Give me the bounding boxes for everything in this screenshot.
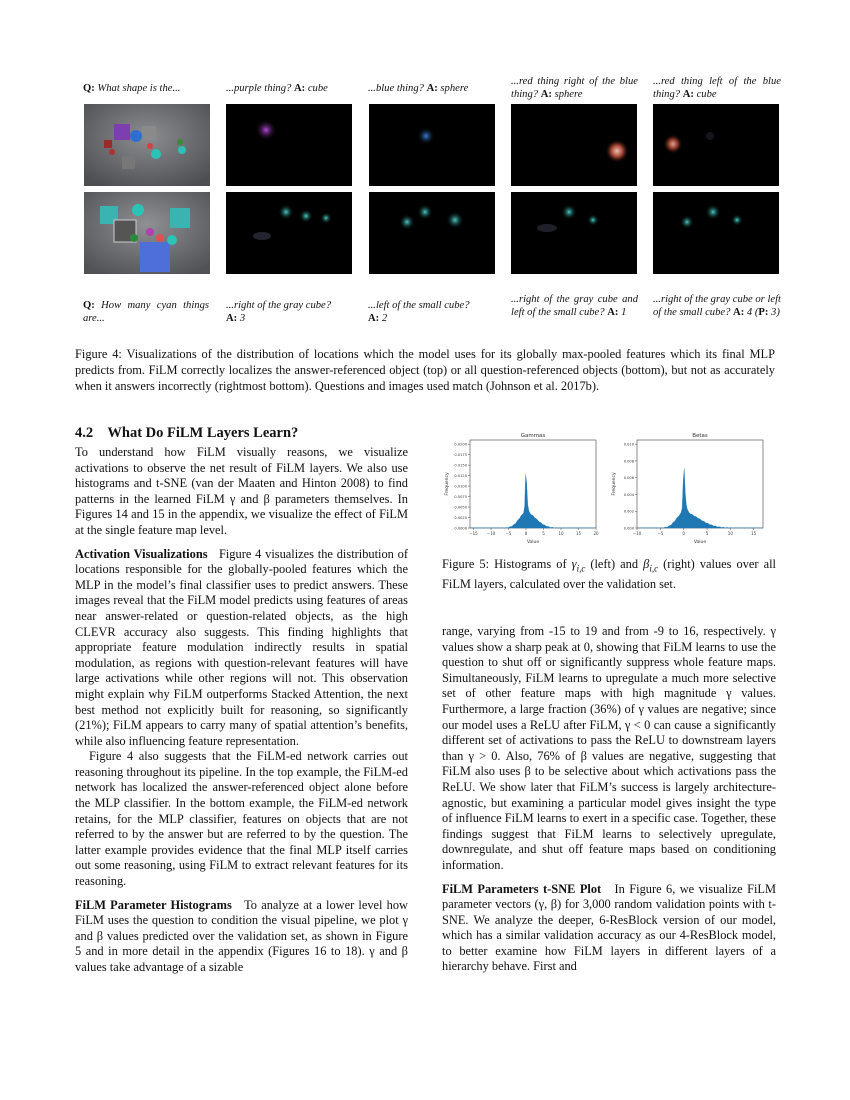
y-axis-label: Frequency (612, 472, 617, 496)
prediction-value: 3 (771, 307, 777, 318)
histogram-paragraph (75, 898, 408, 976)
gamma-symbol: γ (571, 557, 577, 571)
answer-value: 1 (621, 307, 627, 318)
figure-5-caption (442, 556, 776, 592)
answer-label: A: (368, 313, 380, 324)
q-bottom-2 (368, 299, 498, 325)
answer-value: sphere (554, 89, 583, 100)
paragraph-heading: FiLM Parameter Histograms (75, 897, 232, 912)
beta-subscript: i,c (649, 563, 659, 574)
y-tick-label: 0.0200 (454, 442, 467, 447)
reasoning-paragraph: Figure 4 also suggests that the FiLM-ed network carries out reasoning throughout its pipeline. In the top example, the FiLM-ed network has localized the answer-referenced object alone before the MLP classifier. In the bottom example, the FiLM-ed network retains, for the MLP classifier, features on objects that are not referred to by the answer but are referred to by the question. The latter example provides evidence that the final MLP itself carries out some reasoning, using FiLM to extract relevant features for its reasoning. (75, 749, 408, 889)
plot-frame (637, 440, 763, 528)
answer-label: A: (607, 307, 619, 318)
q-top-2 (368, 82, 498, 95)
y-tick-label: 0.002 (623, 509, 634, 514)
caption-text: (right) values over all FiLM layers, calculated over the validation set. (442, 557, 776, 592)
histogram-bars (637, 468, 763, 528)
x-tick-label: 0 (682, 531, 685, 536)
activation-map-red-right (511, 104, 637, 186)
activation-map-purple (226, 104, 352, 186)
x-tick-label: 20 (593, 531, 599, 536)
caption-text: Figure 5: Histograms of (442, 557, 572, 571)
y-tick-label: 0.0050 (454, 505, 467, 510)
q-text: What shape is the... (97, 83, 181, 94)
section-heading (75, 425, 408, 442)
q-text: ...purple thing? (226, 83, 292, 94)
q-top-0: Q: What shape is the... (83, 83, 181, 94)
x-tick-label: −10 (632, 531, 642, 536)
figure-4-caption: Figure 4: Visualizations of the distribution of locations which the model uses for its globally max-pooled features which its final MLP predicts from. FiLM correctly localizes the answer-referenced object (top) or all question-referenced objects (bottom), but not as accurately when it answers incorrectly (rightmost bottom). Questions and images used match (Johnson et al. 2017b). (75, 347, 775, 393)
q-text: ...right of the gray cube and left of the small cube? (511, 294, 638, 318)
paragraph-heading: Activation Visualizations (75, 546, 208, 561)
answer-label: A: (426, 83, 438, 94)
section-title: What Do FiLM Layers Learn? (107, 425, 299, 441)
y-tick-label: 0.010 (623, 442, 634, 447)
answer-label: A: (733, 307, 745, 318)
answer-value: cube (307, 83, 328, 94)
q-top-4 (653, 75, 781, 101)
section-number: 4.2 (75, 425, 94, 441)
chart-title: Betas (692, 433, 708, 439)
y-tick-label: 0.0150 (454, 463, 467, 468)
histogram-bars (470, 474, 596, 528)
q-bottom-1 (226, 299, 356, 325)
y-tick-label: 0.0100 (454, 484, 467, 489)
y-tick-label: 0.008 (623, 459, 634, 464)
activation-map-left-small (369, 192, 495, 274)
y-tick-label: 0.0075 (454, 495, 467, 500)
tsne-paragraph (442, 882, 776, 976)
answer-value: sphere (440, 83, 469, 94)
right-column (442, 624, 776, 975)
q-top-1 (226, 82, 356, 95)
y-tick-label: 0.0000 (454, 526, 467, 531)
figure-5-histograms (442, 428, 780, 544)
activation-map-right-gray (226, 192, 352, 274)
histogram-analysis-paragraph: range, varying from -15 to 19 and from -9 to 16, respectively. γ values show a sharp peak at 0, showing that FiLM learns to use the question to shut off or significantly suppress whole feature maps. Simultaneously, FiLM learns to upregulate a much more selective set of other feature maps with high magnitude γ values. Furthermore, a large fraction (36%) of γ values are negative; since our model uses a ReLU after FiLM, γ < 0 can cause a significantly different set of activations to pass the ReLU to downstream layers than γ > 0. Also, 76% of β values are negative, suggesting that FiLM also uses β to be selective about which activations pass the ReLU. We show later that FiLM’s success is largely architecture-agnostic, but examining a particular model gives insight the type of influence FiLM learns to exert in a specific case. Together, these findings suggest that FiLM learns to selectively upregulate, downregulate, and shut off feature maps based on conditioning information. (442, 624, 776, 872)
activation-map-blue (369, 104, 495, 186)
clevr-scene-image-bottom (84, 192, 210, 274)
clevr-scene-image-top (84, 104, 210, 186)
answer-value: 2 (381, 313, 388, 324)
y-tick-label: 0.0025 (454, 516, 467, 521)
y-tick-label: 0.0125 (454, 474, 467, 479)
caption-text: (left) and (585, 557, 644, 571)
intro-paragraph: To understand how FiLM visually reasons, we visualize activations to observe the net result of FiLM layers. We also use histograms and t-SNE (van der Maaten and Hinton 2008) to find patterns in the learned FiLM γ and β parameters themselves. In Figures 14 and 15 in the appendix, we visualize the effect of FiLM at the single feature map level. (75, 445, 408, 537)
left-column (75, 425, 408, 976)
q-text: ...red thing left of the blue thing? (653, 76, 781, 100)
q-text: ...right of the gray cube or left of the small cube? (653, 294, 781, 318)
x-tick-label: −5 (505, 531, 512, 536)
paragraph-heading: FiLM Parameters t-SNE Plot (442, 881, 602, 896)
q-bottom-4: ...right of the gray cube or left of the small cube? A: 4 (P: 3) (653, 294, 781, 318)
q-top-3 (511, 75, 638, 101)
answer-value: cube (696, 89, 717, 100)
q-text: ...right of the gray cube? (226, 300, 332, 311)
prediction-label: P: (758, 307, 769, 318)
y-tick-label: 0.0175 (454, 453, 467, 458)
y-tick-label: 0.006 (623, 476, 634, 481)
y-tick-label: 0.000 (623, 526, 634, 531)
activation-map-or (653, 192, 779, 274)
x-tick-label: 5 (542, 531, 545, 536)
y-axis-label: Frequency (445, 472, 450, 496)
x-tick-label: −10 (486, 531, 496, 536)
activation-map-and (511, 192, 637, 274)
x-tick-label: −15 (469, 531, 478, 536)
q-bottom-3 (511, 293, 638, 319)
q-bottom-0: Q: How many cyan things are... (83, 300, 209, 324)
x-tick-label: 0 (524, 531, 528, 536)
x-axis-label: Value (693, 540, 707, 544)
answer-value: 4 (746, 307, 753, 318)
body-text (75, 445, 408, 976)
answer-label: A: (226, 313, 238, 324)
y-tick-label: 0.004 (623, 492, 634, 497)
x-tick-label: 5 (705, 531, 709, 536)
paragraph-text: To analyze at a lower level how FiLM uses the question to condition the visual pipeline, we plot γ and β values predicted over the validation set, as shown in Figure 5 and in more detail in the appendix (Figures 16 to 18). γ and β values take advantage of a sizable (75, 897, 408, 974)
gamma-subscript: i,c (576, 563, 586, 574)
paragraph-text: Figure 4 visualizes the distribution of locations responsible for the globally-pooled features which the MLP in the model’s final classifier uses to predict answers. These images reveal that the FiLM model predicts using features of areas near answer-related or question-related objects, as the high CLEVR accuracy also suggests. This finding highlights that appropriate feature modulation indirectly results in spatial modulation, as regions with question-relevant features will have large activations while other regions will not. This observation might explain why FiLM outperforms Stacked Attention, the next best method not explicitly built for reasoning, so significantly (21%); FiLM appears to carry many of spatial attention’s benefits, while also influencing feature representation. (75, 546, 408, 748)
answer-value: 3 (239, 313, 246, 324)
histogram-svg (442, 428, 780, 544)
x-tick-label: 15 (575, 531, 582, 536)
plot-frame (470, 440, 596, 528)
activation-map-red-left (653, 104, 779, 186)
q-text: ...left of the small cube? (368, 300, 470, 311)
answer-label: A: (293, 83, 306, 94)
paragraph-text: In Figure 6, we visualize FiLM parameter vectors (γ, β) for 3,000 random validation points with t-SNE. We analyze the deeper, 6-ResBlock version of our model, which has a similar validation accuracy as our 4-ResBlock model, to better examine how FiLM layers in different layers of a hierarchy behave. First and (442, 881, 777, 974)
x-tick-label: −5 (657, 531, 664, 536)
answer-label: A: (540, 89, 552, 100)
beta-symbol: β (643, 557, 650, 571)
x-tick-label: 10 (558, 531, 564, 536)
x-tick-label: 15 (751, 531, 757, 536)
x-tick-label: 10 (727, 531, 733, 536)
q-text: How many cyan things are... (83, 300, 209, 324)
q-text: ...blue thing? (368, 83, 424, 94)
answer-label: A: (682, 89, 694, 100)
x-axis-label: Value (526, 540, 540, 544)
chart-title: Gammas (520, 433, 546, 439)
q-text: ...red thing right of the blue thing? (511, 76, 638, 100)
activation-paragraph (75, 547, 408, 750)
